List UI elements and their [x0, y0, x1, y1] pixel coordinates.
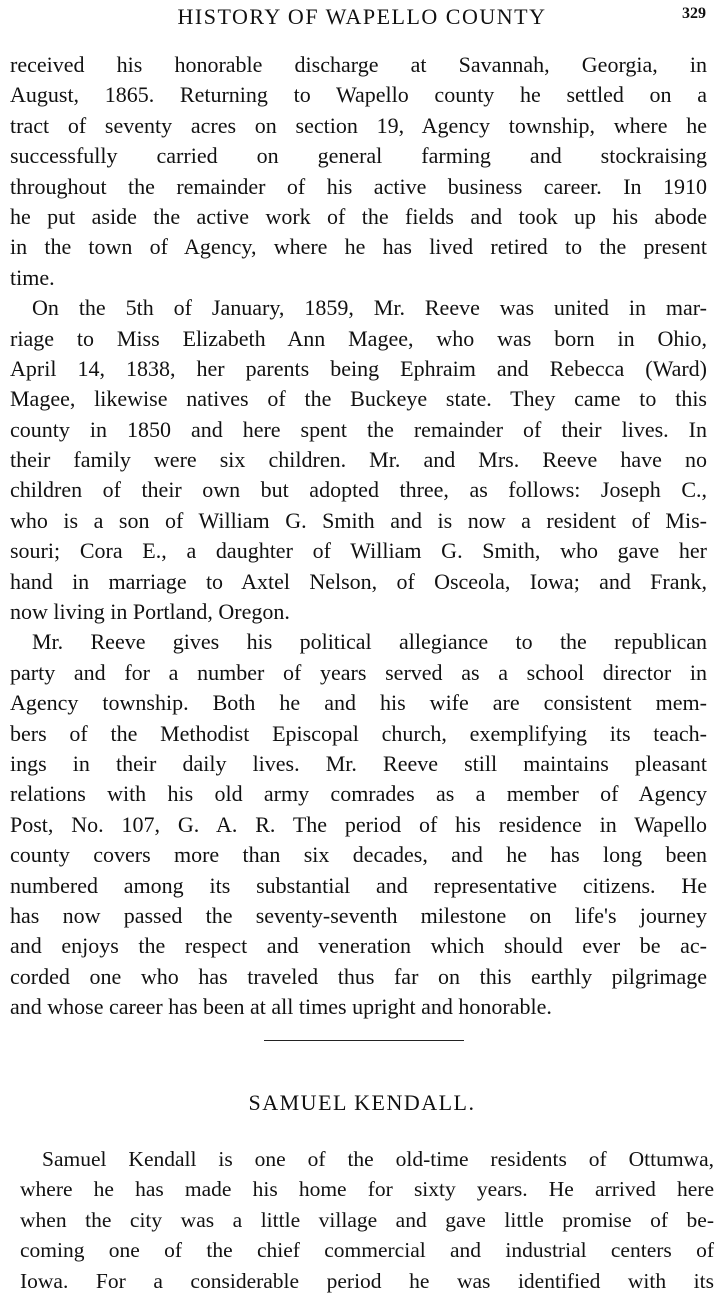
- text-line: Agency township. Both he and his wife are consistent mem-: [10, 690, 707, 716]
- running-title: HISTORY OF WAPELLO COUNTY: [177, 4, 547, 29]
- text-line: Samuel Kendall is one of the old-time residents of Ottumwa,: [42, 1147, 714, 1171]
- text-line: coming one of the chief commercial and industrial centers of: [20, 1238, 714, 1263]
- text-line: ings in their daily lives. Mr. Reeve still maintains pleasant: [10, 750, 707, 776]
- text-line: now living in Portland, Oregon.: [10, 599, 290, 625]
- paragraph: [10, 293, 707, 627]
- biography-continuation: [10, 50, 707, 1023]
- text-line: souri; Cora E., a daughter of William G. Smith, who gave her: [10, 538, 707, 564]
- section-body: [20, 1144, 714, 1296]
- text-line: April 14, 1838, her parents being Ephraim and Rebecca (Ward): [10, 355, 707, 381]
- section-divider: [264, 1040, 464, 1041]
- page-header: [0, 0, 724, 44]
- text-line: Mr. Reeve gives his political allegiance to the republican: [32, 629, 707, 655]
- text-line: bers of the Methodist Episcopal church, exemplifying its teach-: [10, 720, 707, 746]
- text-line: who is a son of William G. Smith and is now a resident of Mis-: [10, 507, 707, 533]
- text-line: he put aside the active work of the fields and took up his abode: [10, 203, 707, 229]
- text-line: county covers more than six decades, and he has long been: [10, 842, 707, 868]
- text-line: county in 1850 and here spent the remainder of their lives. In: [10, 416, 707, 442]
- page-number: 329: [682, 5, 706, 22]
- text-line: successfully carried on general farming and stockraising: [10, 143, 707, 169]
- text-line: August, 1865. Returning to Wapello county he settled on a: [10, 82, 707, 108]
- text-line: received his honorable discharge at Savannah, Georgia, in: [10, 52, 707, 77]
- text-line: children of their own but adopted three, as follows: Joseph C.,: [10, 477, 707, 503]
- text-line: riage to Miss Elizabeth Ann Magee, who was born in Ohio,: [10, 325, 707, 351]
- text-line: where he has made his home for sixty years. He arrived here: [20, 1177, 714, 1202]
- text-line: their family were six children. Mr. and Mrs. Reeve have no: [10, 447, 707, 473]
- text-line: tract of seventy acres on section 19, Agency township, where he: [10, 112, 707, 138]
- text-line: Iowa. For a considerable period he was identified with its: [20, 1268, 714, 1293]
- text-line: throughout the remainder of his active business career. In 1910: [10, 173, 707, 199]
- text-line: Magee, likewise natives of the Buckeye state. They came to this: [10, 386, 707, 412]
- text-line: On the 5th of January, 1859, Mr. Reeve was united in mar-: [32, 295, 707, 321]
- text-line: relations with his old army comrades as a member of Agency: [10, 781, 707, 807]
- section-title: SAMUEL KENDALL.: [248, 1090, 476, 1115]
- text-line: numbered among its substantial and representative citizens. He: [10, 872, 707, 898]
- text-line: and enjoys the respect and veneration which should ever be ac-: [10, 933, 707, 959]
- text-line: and whose career has been at all times upright and honorable.: [10, 994, 552, 1020]
- text-line: Post, No. 107, G. A. R. The period of his residence in Wapello: [10, 811, 707, 837]
- paragraph: [10, 50, 707, 293]
- text-line: party and for a number of years served as a school director in: [10, 659, 707, 685]
- text-line: has now passed the seventy-seventh milestone on life's journey: [10, 902, 707, 928]
- text-line: corded one who has traveled thus far on this earthly pilgrimage: [10, 963, 707, 989]
- text-line: time.: [10, 264, 55, 290]
- paragraph: [10, 627, 707, 1022]
- text-line: when the city was a little village and gave little promise of be-: [20, 1207, 714, 1232]
- text-line: hand in marriage to Axtel Nelson, of Osceola, Iowa; and Frank,: [10, 568, 707, 594]
- text-line: in the town of Agency, where he has lived retired to the present: [10, 234, 707, 260]
